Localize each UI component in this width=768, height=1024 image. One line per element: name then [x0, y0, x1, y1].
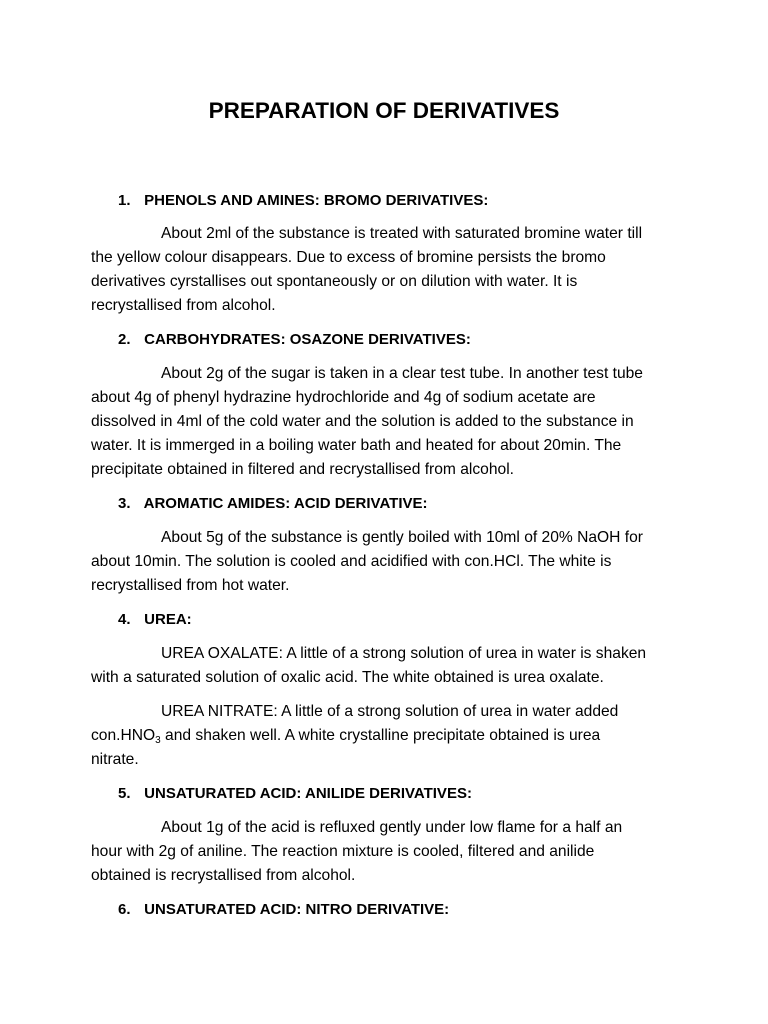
paragraph-bromo-derivatives [91, 222, 681, 318]
paragraph-line: About 5g of the substance is gently boiled with 10ml of 20% NaOH for [161, 529, 643, 546]
paragraph-line: About 2g of the sugar is taken in a clear test tube. In another test tube [161, 365, 643, 382]
section-heading-phenols-amines [118, 191, 488, 211]
formula-subscript: 3 [155, 735, 161, 746]
paragraph-line: obtained is recrystallised from alcohol. [91, 867, 356, 884]
section-number: 6. [118, 901, 131, 918]
paragraph-line: hour with 2g of aniline. The reaction mixture is cooled, filtered and anilide [91, 843, 595, 860]
paragraph-line: nitrate. [91, 751, 139, 768]
section-heading-anilide [118, 784, 472, 804]
section-heading-text: AROMATIC AMIDES: ACID DERIVATIVE: [143, 495, 428, 512]
paragraph-line: with a saturated solution of oxalic acid. The white obtained is urea oxalate. [91, 669, 604, 686]
paragraph-urea-oxalate [91, 642, 681, 690]
paragraph-acid-derivative [91, 526, 681, 598]
section-number: 5. [118, 785, 131, 802]
section-number: 2. [118, 331, 131, 348]
paragraph-line-with-formula [91, 724, 681, 748]
section-heading-urea [118, 610, 192, 630]
paragraph-line: About 2ml of the substance is treated with saturated bromine water till [161, 225, 643, 242]
section-heading-aromatic-amides [118, 494, 428, 514]
paragraph-line: dissolved in 4ml of the cold water and the solution is added to the substance in [91, 413, 634, 430]
section-heading-text: UNSATURATED ACID: NITRO DERIVATIVE: [144, 901, 450, 918]
page-title: PREPARATION OF DERIVATIVES [208, 98, 560, 123]
paragraph-line: the yellow colour disappears. Due to excess of bromine persists the bromo [91, 249, 606, 266]
paragraph-line: recrystallised from alcohol. [91, 297, 276, 314]
paragraph-line: derivatives cyrstallises out spontaneously or on dilution with water. It is [91, 273, 578, 290]
paragraph-line: water. It is immerged in a boiling water bath and heated for about 20min. The [91, 437, 622, 454]
section-number: 4. [118, 611, 131, 628]
paragraph-line: recrystallised from hot water. [91, 577, 290, 594]
paragraph-osazone-derivatives [91, 362, 681, 482]
paragraph-line: About 1g of the acid is refluxed gently under low flame for a half an [161, 819, 623, 836]
paragraph-urea-nitrate [91, 700, 681, 772]
section-heading-text: UNSATURATED ACID: ANILIDE DERIVATIVES: [144, 785, 472, 802]
paragraph-line: about 10min. The solution is cooled and acidified with con.HCl. The white is [91, 553, 612, 570]
section-heading-text: UREA: [144, 611, 192, 628]
section-number: 3. [118, 495, 131, 512]
paragraph-line: UREA OXALATE: A little of a strong solution of urea in water is shaken [161, 645, 647, 662]
paragraph-line: precipitate obtained in filtered and recrystallised from alcohol. [91, 461, 514, 478]
paragraph-line-text: and shaken well. A white crystalline precipitate obtained is urea [165, 727, 601, 744]
chemical-formula: con.HNO [91, 727, 156, 744]
paragraph-line: UREA NITRATE: A little of a strong solution of urea in water added [161, 703, 619, 720]
section-heading-carbohydrates [118, 330, 471, 350]
section-heading-text: CARBOHYDRATES: OSAZONE DERIVATIVES: [144, 331, 471, 348]
paragraph-anilide-derivatives [91, 816, 681, 888]
section-heading-text: PHENOLS AND AMINES: BROMO DERIVATIVES: [144, 192, 489, 209]
paragraph-line: about 4g of phenyl hydrazine hydrochloride and 4g of sodium acetate are [91, 389, 596, 406]
section-heading-nitro [118, 900, 449, 920]
section-number: 1. [118, 192, 131, 209]
